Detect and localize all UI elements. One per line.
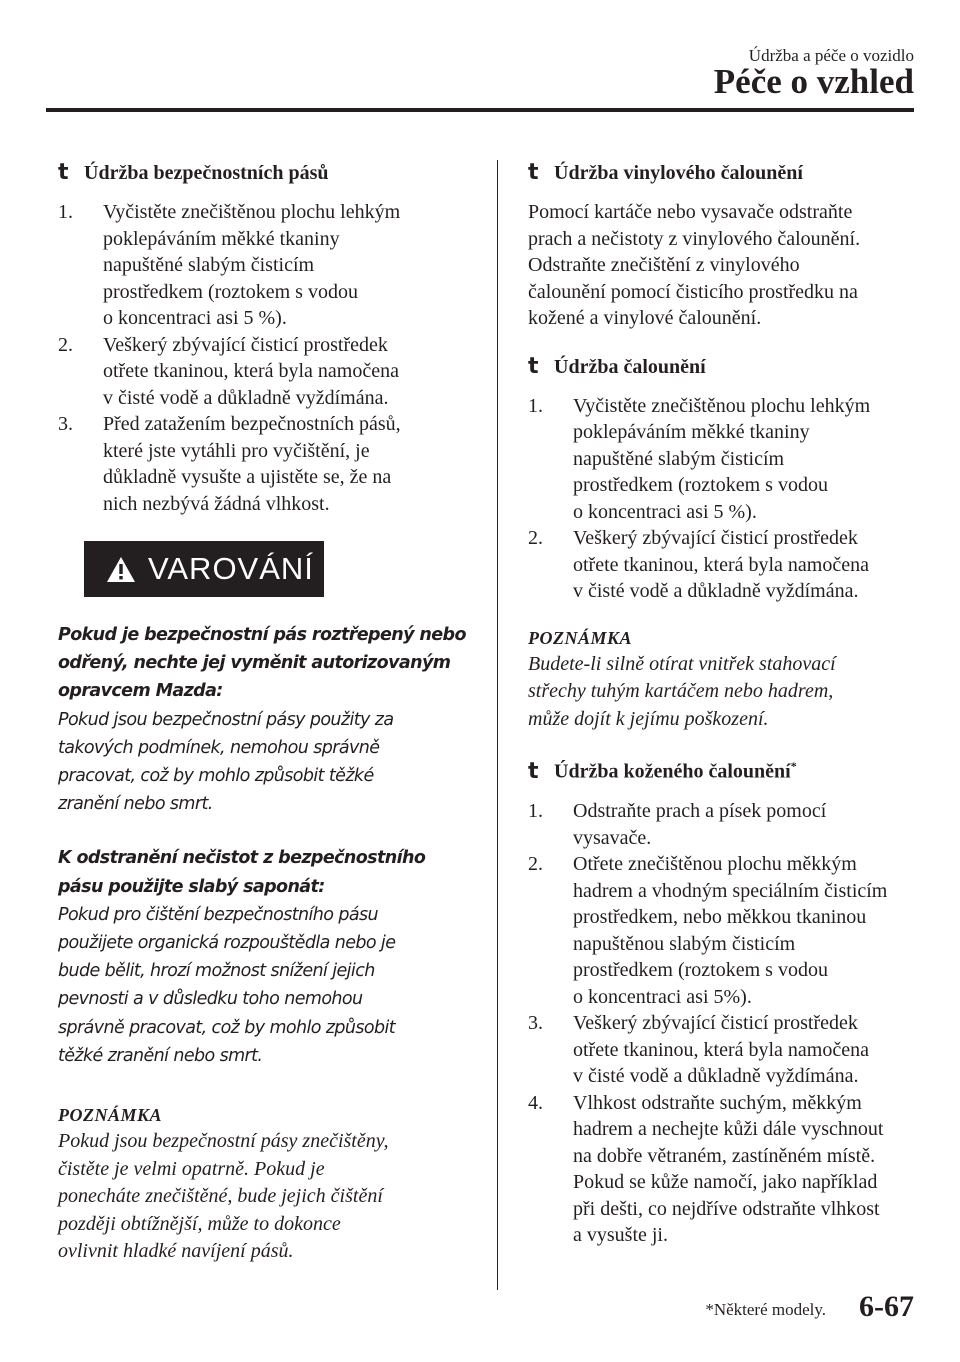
section-marker-icon: t [528, 353, 539, 379]
page-number: 6-67 [859, 1290, 914, 1323]
note-title: POZNÁMKA [528, 627, 633, 648]
para-line: čalounění pomocí čisticího prostředku na [528, 280, 858, 303]
step-line: v čisté vodě a důkladně vyždímána. [103, 386, 389, 409]
list-item [528, 1010, 918, 1090]
warning-text-line: Pokud pro čištění bezpečnostního pásu [58, 904, 378, 925]
leather-steps [528, 798, 918, 1249]
para-line: prach a nečistoty z vinylového čalounění. [528, 227, 861, 250]
column-divider [497, 160, 498, 1290]
step-line: Veškerý zbývající čisticí prostředek [573, 1012, 858, 1034]
seatbelt-steps [58, 199, 478, 517]
warning-bold-line: opravcem Mazda: [58, 681, 223, 702]
footnote-asterisk: * [790, 759, 797, 774]
vinyl-heading-text: Údržba vinylového čalounění [554, 162, 803, 184]
warning-block-1 [58, 621, 478, 818]
step-line: Odstraňte prach a písek pomocí [573, 800, 827, 822]
warning-text-line: těžké zranění nebo smrt. [58, 1045, 263, 1066]
section-marker-icon: t [528, 160, 539, 185]
step-number: 1. [528, 394, 543, 417]
list-item [58, 199, 478, 332]
vinyl-section-heading [528, 160, 918, 185]
step-line: na dobře větraném, zastíněném místě. [573, 1144, 876, 1167]
step-number: 3. [58, 413, 73, 435]
note-line: střechy tuhým kartáčem nebo hadrem, [528, 680, 834, 702]
vinyl-paragraph [528, 199, 918, 332]
step-line: prostředkem (roztokem s vodou [103, 280, 358, 303]
step-line: otřete tkaninou, která byla namočena [573, 1038, 869, 1061]
header-rule [46, 108, 914, 112]
step-line: Vyčistěte znečištěnou plochu lehkým [573, 394, 871, 417]
leather-section-heading [528, 759, 918, 784]
warning-badge [84, 541, 324, 597]
step-number: 1. [58, 201, 73, 223]
step-line: a vysušte ji. [573, 1224, 668, 1246]
step-line: Vyčistěte znečištěnou plochu lehkým [103, 201, 401, 223]
para-line: Odstraňte znečištění z vinylového [528, 254, 800, 276]
step-number: 4. [528, 1091, 543, 1114]
step-line: prostředkem (roztokem s vodou [573, 474, 828, 496]
note-line: později obtížnější, může to dokonce [58, 1212, 341, 1235]
seatbelt-heading-text: Údržba bezpečnostních pásů [84, 162, 329, 184]
step-number: 1. [528, 800, 543, 822]
step-line: poklepáváním měkké tkaniny [573, 421, 810, 443]
warning-bold-line: odřený, nechte jej vyměnit autorizovaným [58, 653, 451, 674]
note-title: POZNÁMKA [58, 1105, 163, 1126]
right-column [528, 160, 918, 1249]
upholstery-heading-text: Údržba čalounění [554, 355, 706, 378]
header-chapter: Údržba a péče o vozidlo [748, 46, 914, 65]
step-line: prostředkem (roztokem s vodou [573, 959, 828, 981]
step-line: Otřete znečištěnou plochu měkkým [573, 853, 857, 875]
step-line: nich nezbývá žádná vlhkost. [103, 492, 330, 515]
warning-text-line: použijete organická rozpouštědla nebo je [58, 933, 396, 954]
list-item [58, 411, 478, 517]
warning-text-line: pracovat, což by mohlo způsobit těžké [58, 766, 374, 787]
para-line: Pomocí kartáče nebo vysavače odstraňte [528, 201, 853, 223]
note-line: Budete-li silně otírat vnitřek stahovací [528, 652, 836, 675]
step-line: o koncentraci asi 5 %). [573, 500, 757, 523]
step-line: Veškerý zbývající čisticí prostředek [573, 527, 858, 549]
step-line: napuštěnou slabým čisticím [573, 932, 796, 955]
upholstery-steps [528, 393, 918, 605]
step-line: při dešti, co nejdříve odstraňte vlhkost [573, 1197, 880, 1220]
step-line: hadrem a vhodným speciálním čisticím [573, 879, 888, 902]
step-line: poklepáváním měkké tkaniny [103, 227, 340, 250]
note-line: může dojít k jejímu poškození. [528, 707, 769, 730]
step-line: v čisté vodě a důkladně vyždímána. [573, 1065, 859, 1087]
step-line: Veškerý zbývající čisticí prostředek [103, 333, 388, 356]
note-text [58, 1128, 478, 1266]
list-item [58, 332, 478, 412]
footnote: *Některé modely. [705, 1300, 826, 1319]
warning-text-line: pevnosti a v důsledku toho nemohou [58, 989, 363, 1010]
step-number: 2. [528, 853, 543, 875]
note-line: ovlivnit hladké navíjení pásů. [58, 1240, 294, 1263]
note-text [528, 651, 918, 734]
step-number: 2. [58, 333, 73, 356]
step-line: důkladně vysušte a ujistěte se, že na [103, 466, 392, 488]
warning-text-line: správně pracovat, což by mohlo způsobit [58, 1017, 396, 1038]
upholstery-section-heading [528, 354, 918, 379]
left-column [58, 160, 478, 1266]
step-line: napuštěné slabým čisticím [573, 447, 785, 470]
warning-text-line: bude bělit, hrozí možnost snížení jejich [58, 961, 375, 982]
step-line: v čisté vodě a důkladně vyždímána. [573, 580, 859, 602]
step-line: otřete tkaninou, která byla namočena [103, 360, 399, 382]
leather-heading-text: Údržba koženého čalounění* [554, 759, 797, 783]
step-line: Před zatažením bezpečnostních pásů, [103, 413, 401, 435]
warning-text-line: zranění nebo smrt. [58, 794, 213, 815]
para-line: kožené a vinylové čalounění. [528, 307, 762, 329]
section-marker-icon: t [58, 160, 69, 185]
step-number: 2. [528, 527, 543, 549]
section-marker-icon: t [528, 759, 539, 784]
warning-bold-line: pásu použijte slabý saponát: [58, 876, 325, 897]
note-line: Pokud jsou bezpečnostní pásy znečištěny, [58, 1130, 389, 1153]
step-line: prostředkem, nebo měkkou tkaninou [573, 906, 867, 928]
step-line: Pokud se kůže namočí, jako například [573, 1171, 878, 1193]
step-line: které jste vytáhli pro vyčištění, je [103, 439, 370, 462]
warning-bold-line: Pokud je bezpečnostní pás roztřepený nebo [58, 625, 466, 645]
list-item [528, 851, 918, 1010]
warning-bold-line: K odstranění nečistot z bezpečnostního [58, 848, 426, 869]
page-title: Péče o vzhled [713, 62, 914, 101]
step-line: hadrem a nechejte kůži dále vyschnout [573, 1118, 884, 1140]
warning-text-line: Pokud jsou bezpečnostní pásy použity za [58, 709, 394, 730]
seatbelt-section-heading [58, 160, 478, 185]
step-line: o koncentraci asi 5 %). [103, 307, 287, 329]
warning-block-2 [58, 844, 478, 1070]
note-line: ponecháte znečištěné, bude jejich čištění [58, 1185, 383, 1208]
list-item [528, 798, 918, 851]
step-line: Vlhkost odstraňte suchým, měkkým [573, 1091, 862, 1114]
step-number: 3. [528, 1012, 543, 1034]
list-item [528, 1090, 918, 1249]
note-line: čistěte je velmi opatrně. Pokud je [58, 1157, 325, 1180]
step-line: vysavače. [573, 826, 652, 849]
warning-text-line: takových podmínek, nemohou správně [58, 737, 380, 758]
step-line: o koncentraci asi 5%). [573, 985, 752, 1008]
step-line: otřete tkaninou, která byla namočena [573, 553, 869, 576]
step-line: napuštěné slabým čisticím [103, 254, 315, 276]
warning-label: VAROVÁNÍ [148, 551, 314, 586]
list-item [528, 393, 918, 526]
warning-icon [106, 556, 136, 583]
list-item [528, 525, 918, 605]
